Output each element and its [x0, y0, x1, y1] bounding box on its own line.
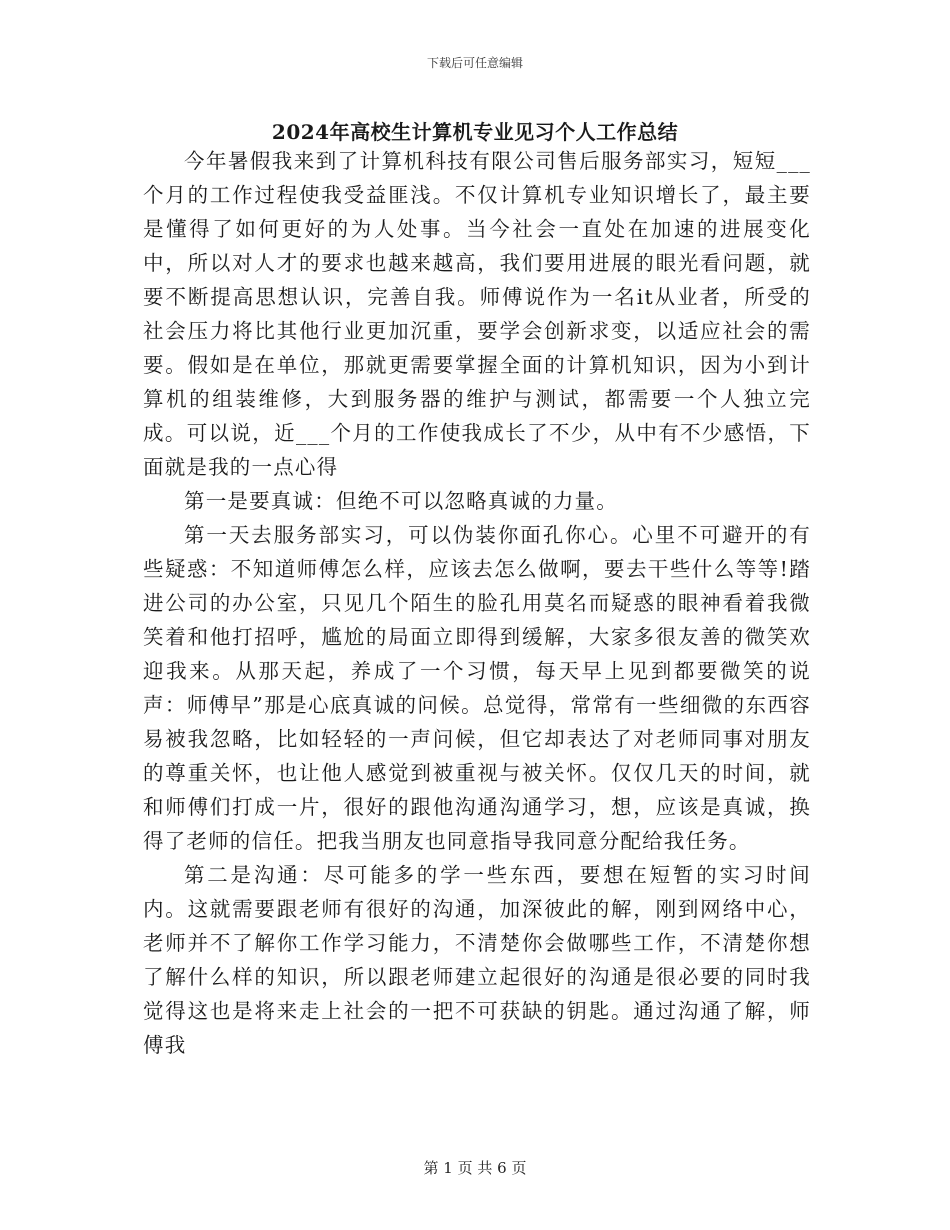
paragraph-first-day: 第一天去服务部实习，可以伪装你面孔你心。心里不可避开的有些疑惑：不知道师傅怎么样，应该去怎么做啊，要去干些什么等等!踏进公司的办公室，只见几个陌生的脸孔用莫名而疑惑的眼神看着我微笑着和他打招呼，尴尬的局面立即得到缓解，大家多很友善的微笑欢迎我来。从那天起，养成了一个习惯，每天早上见到都要微笑的说声：师傅早”那是心底真诚的问候。总觉得，常常有一些细微的东西容易被我忽略，比如轻轻的一声问候，但它却表达了对老师同事对朋友的尊重关怀，也让他人感觉到被重视与被关怀。仅仅几天的时间，就和师傅们打成一片，很好的跟他沟通沟通学习，想，应该是真诚，换得了老师的信任。把我当朋友也同意指导我同意分配给我任务。	[143, 523, 811, 853]
page-header-note: 下载后可任意编辑	[426, 56, 523, 70]
paragraph-intro: 今年暑假我来到了计算机科技有限公司售后服务部实习，短短___个月的工作过程使我受益匪浅。不仅计算机专业知识增长了，最主要是懂得了如何更好的为人处事。当今社会一直处在加速的进展变化中，所以对人才的要求也越来越高，我们要用进展的眼光看问题，就要不断提高思想认识，完善自我。师傅说作为一名it从业者，所受的社会压力将比其他行业更加沉重，要学会创新求变，以适应社会的需要。假如是在单位，那就更需要掌握全面的计算机知识，因为小到计算机的组装维修，大到服务器的维护与测试，都需要一个人独立完成。可以说，近___个月的工作使我成长了不少，从中有不少感悟，下面就是我的一点心得	[143, 149, 811, 479]
paragraph-point-sincerity: 第一是要真诚：但绝不可以忽略真诚的力量。	[184, 489, 618, 513]
document-title: 2024年高校生计算机专业见习个人工作总结	[271, 120, 679, 144]
paragraph-point-communication: 第二是沟通：尽可能多的学一些东西，要想在短暂的实习时间内。这就需要跟老师有很好的沟通，加深彼此的解，刚到网络中心，老师并不了解你工作学习能力，不清楚你会做哪些工作，不清楚你想了解什么样的知识，所以跟老师建立起很好的沟通是很必要的同时我觉得这也是将来走上社会的一把不可获缺的钥匙。通过沟通了解，师傅我	[143, 863, 811, 1057]
page-number-footer: 第 1 页 共 6 页	[423, 1159, 527, 1177]
document-body	[143, 144, 811, 1062]
